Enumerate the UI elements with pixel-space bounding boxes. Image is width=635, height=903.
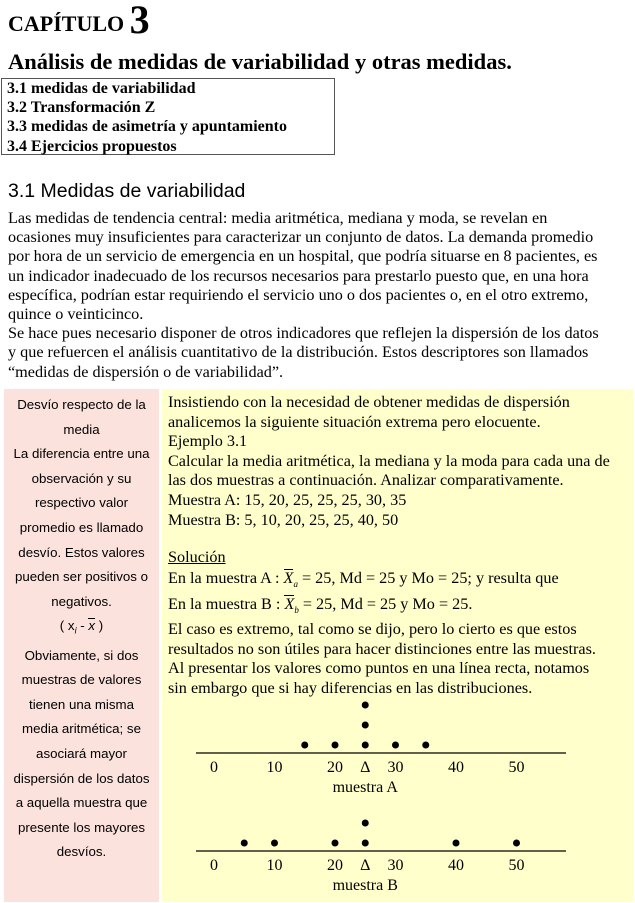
body-line: específica, podrían estar requiriendo el servicio uno o dos pacientes o, en el otro extremo, [8, 285, 589, 304]
panel-line: Insistiendo con la necesidad de obtener medidas de dispersión [168, 393, 570, 411]
body-line: un indicador inadecuado de los recursos necesarios para prestarlo puesto que, en una hora [8, 266, 589, 285]
result-a-values: = 25, Md = 25 y Mo = 25; y resulta que [297, 569, 559, 587]
sidebar-line: negativos. [51, 593, 112, 609]
sidebar-line: respectivo valor [34, 495, 129, 511]
panel-line: Muestra B: 5, 10, 20, 25, 25, 40, 50 [168, 510, 399, 529]
data-point [362, 722, 369, 729]
body-line: por hora de un servicio de emergencia en un hospital, que podría situarse en 8 pacientes, es [8, 247, 598, 266]
sidebar-line: observación y su [31, 470, 132, 486]
sidebar-line: La diferencia entre una [13, 446, 150, 462]
sidebar-line: dispersión de los datos [13, 770, 150, 786]
tick-label: 30 [387, 759, 404, 776]
panel-line: Calcular la media aritmética, la mediana y la moda para cada una de [168, 451, 610, 470]
panel-line: sin embargo que si hay diferencias en las distribuciones. [168, 678, 533, 697]
data-point [332, 742, 339, 749]
section-heading: 3.1 Medidas de variabilidad [8, 180, 246, 202]
panel-line: resultados no son útiles para hacer distinciones entre las muestras. [168, 639, 596, 658]
axis-label: muestra A [332, 779, 398, 796]
dot-plots [162, 389, 633, 902]
tick-label: Δ [360, 759, 371, 776]
data-point [241, 840, 248, 847]
tick-label: Δ [360, 857, 371, 874]
body-line: y que refuercen el análisis cuantitativo de la distribución. Estos descriptores son llamados [8, 343, 589, 362]
sidebar-line: promedio es llamado [19, 519, 144, 535]
formula-mean: x [88, 618, 96, 634]
panel-line: Muestra A: 15, 20, 25, 25, 25, 30, 35 [168, 490, 407, 509]
result-b-values: = 25, Md = 25 y Mo = 25. [298, 595, 473, 613]
sidebar-line: media aritmética; se [22, 721, 141, 737]
chapter-word: CAPÍTULO [8, 11, 125, 36]
panel-line: Ejemplo 3.1 [168, 432, 248, 451]
sidebar-note [4, 389, 159, 902]
data-point [392, 742, 399, 749]
deviation-formula [4, 614, 159, 643]
dot-plot-a [196, 702, 566, 797]
body-line: quince o veinticinco. [8, 305, 144, 324]
body-line: Se hace pues necesario disponer de otros indicadores que reflejen la dispersión de los datos [8, 324, 599, 343]
sidebar-line: muestras de valores [21, 672, 142, 688]
tick-label: 20 [327, 759, 343, 776]
body-line: Las medidas de tendencia central: media aritmética, mediana y moda, se revelan en [8, 209, 548, 227]
chapter-number: 3 [129, 0, 150, 42]
sidebar-line: asociará mayor [36, 745, 127, 761]
chapter-title: Análisis de medidas de variabilidad y otras medidas. [8, 49, 512, 74]
formula-open: ( x [59, 618, 75, 634]
result-a-label: En la muestra A : [168, 569, 284, 587]
axis-label: muestra B [332, 877, 398, 894]
chapter-heading [8, 2, 150, 42]
sidebar-line: Obviamente, si dos [24, 647, 139, 663]
data-point [362, 840, 369, 847]
sidebar-line: desvío. Estos valores [18, 544, 145, 560]
data-point [513, 840, 520, 847]
tick-label: 50 [508, 857, 525, 874]
data-point [362, 820, 369, 827]
data-point [362, 742, 369, 749]
data-point [422, 742, 429, 749]
formula-close: ) [95, 618, 104, 634]
toc-item: 3.3 medidas de asimetría y apuntamiento [7, 118, 287, 136]
solution-heading: Solución [168, 548, 226, 566]
tick-label: 40 [448, 857, 464, 874]
sidebar-line: media [63, 421, 100, 437]
body-line: “medidas de dispersión o de variabilidad”. [8, 362, 284, 381]
result-b-label: En la muestra B : [168, 595, 285, 613]
toc-item: 3.4 Ejercicios propuestos [7, 137, 177, 155]
formula-sub: i [74, 626, 77, 636]
tick-label: 30 [387, 857, 404, 874]
sidebar-line: Desvío respecto de la [17, 397, 146, 412]
sidebar-line: a aquella muestra que [15, 795, 148, 811]
sidebar-line: presente los mayores [17, 819, 146, 835]
mean-sub-a: a [293, 579, 298, 590]
tick-label: 0 [210, 857, 218, 874]
data-point [301, 742, 308, 749]
sidebar-line: pueden ser positivos o [14, 569, 149, 585]
body-text [8, 209, 630, 382]
tick-label: 40 [448, 759, 464, 776]
body-line: ocasiones muy insuficientes para caracterizar un conjunto de datos. La demanda promedio [8, 228, 594, 247]
mean-symbol-a: X [283, 569, 294, 587]
tick-label: 0 [210, 759, 218, 776]
data-point [362, 702, 369, 709]
panel-line: Al presentar los valores como puntos en una línea recta, notamos [168, 659, 590, 678]
mean-sub-b: b [294, 605, 299, 616]
tick-label: 50 [508, 759, 525, 776]
panel-line: las dos muestras a continuación. Analizar comparativamente. [168, 471, 564, 490]
data-point [271, 840, 278, 847]
data-point [332, 840, 339, 847]
mean-symbol-b: X [284, 595, 295, 613]
tick-label: 20 [327, 857, 343, 874]
formula-minus: - [76, 618, 89, 634]
example-panel [162, 389, 633, 902]
panel-line: analicemos la siguiente situación extrema pero elocuente. [168, 412, 541, 431]
tick-label: 10 [266, 759, 283, 776]
dot-plot-b [196, 820, 566, 895]
data-point [453, 840, 460, 847]
sidebar-line: desvíos. [56, 844, 107, 860]
sidebar-line: tienen una misma [29, 696, 134, 712]
toc-item: 3.2 Transformación Z [7, 99, 156, 117]
sidebar-title [4, 389, 159, 442]
panel-line: El caso es extremo, tal como se dijo, pero lo cierto es que estos [168, 620, 577, 638]
toc-item: 3.1 medidas de variabilidad [7, 80, 196, 97]
tick-label: 10 [266, 857, 283, 874]
table-of-contents [1, 78, 335, 155]
